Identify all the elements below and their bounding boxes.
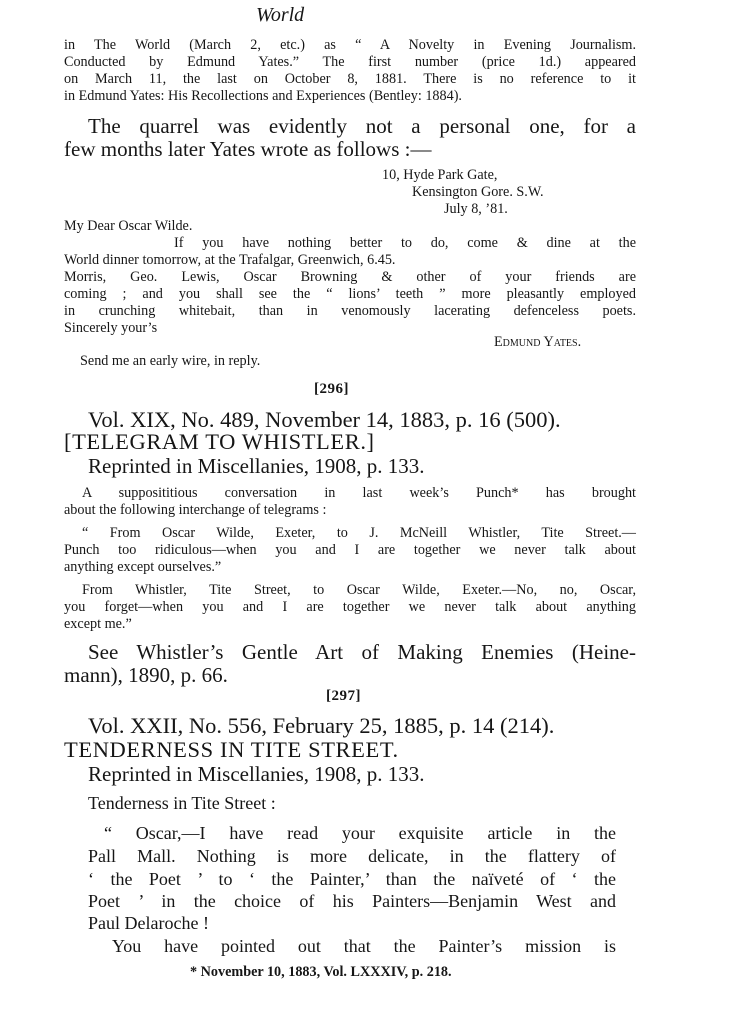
- letter-salutation: My Dear Oscar Wilde.: [64, 218, 193, 234]
- letter-p2-line-1: Morris, Geo. Lewis, Oscar Browning & other of your friends are: [64, 269, 636, 285]
- letter-p1-line-1: If you have nothing better to do, come & dine at the: [174, 235, 636, 251]
- entry-296-body-1-line-2: about the following interchange of telegrams :: [64, 502, 327, 518]
- letter-signature: Edmund Yates.: [494, 334, 582, 350]
- entry-296-title: [TELEGRAM TO WHISTLER.]: [64, 429, 375, 454]
- entry-297-title: TENDERNESS IN TITE STREET.: [64, 737, 399, 762]
- intro-line-4: in Edmund Yates: His Recollections and Experiences (Bentley: 1884).: [64, 88, 462, 104]
- entry-297-text-line-1: “ Oscar,—I have read your exquisite article in the: [104, 823, 616, 843]
- letter-p1-line-2: World dinner tomorrow, at the Trafalgar, Greenwich, 6.45.: [64, 252, 396, 268]
- entry-297-text-line-2: Pall Mall. Nothing is more delicate, in the flattery of: [88, 846, 616, 866]
- entry-297-text-line-3: ‘ the Poet ’ to ‘ the Painter,’ than the naïveté of ‘ the: [88, 869, 616, 889]
- entry-296-body-3-line-2: you forget—when you and I are together we never talk about anything: [64, 599, 636, 615]
- entry-297-text-line-4: Poet ’ in the choice of his Painters—Benjamin West and: [88, 891, 616, 911]
- letter-address-2: Kensington Gore. S.W.: [412, 184, 544, 200]
- intro-line-1: in The World (March 2, etc.) as “ A Novelty in Evening Journalism.: [64, 37, 636, 53]
- letter-address-1: 10, Hyde Park Gate,: [382, 167, 498, 183]
- intro-line-3: on March 11, the last on October 8, 1881. There is no reference to it: [64, 71, 636, 87]
- entry-297-text-line-5: Paul Delaroche !: [88, 913, 209, 933]
- letter-postscript: Send me an early wire, in reply.: [80, 353, 261, 369]
- footnote: * November 10, 1883, Vol. LXXXIV, p. 218.: [190, 964, 452, 980]
- letter-closing: Sincerely your’s: [64, 320, 158, 336]
- entry-296-see-line-2: mann), 1890, p. 66.: [64, 663, 228, 687]
- entry-297-volume: Vol. XXII, No. 556, February 25, 1885, p. 14 (214).: [88, 713, 555, 738]
- entry-296-body-2-line-1: “ From Oscar Wilde, Exeter, to J. McNeill Whistler, Tite Street.—: [82, 525, 636, 541]
- letter-date: July 8, ’81.: [444, 201, 508, 217]
- entry-296-see-line-1: See Whistler’s Gentle Art of Making Enemies (Heine-: [88, 640, 636, 664]
- entry-297-text-line-6: You have pointed out that the Painter’s mission is: [112, 936, 616, 956]
- quarrel-line-1: The quarrel was evidently not a personal one, for a: [88, 114, 636, 138]
- entry-296-body-1-line-1: A supposititious conversation in last week’s Punch* has brought: [82, 485, 636, 501]
- entry-297-subhead: Tenderness in Tite Street :: [88, 793, 276, 813]
- entry-296-body-2-line-2: Punch too ridiculous—when you and I are together we never talk about: [64, 542, 636, 558]
- entry-296-reprint: Reprinted in Miscellanies, 1908, p. 133.: [88, 454, 425, 478]
- entry-296-volume: Vol. XIX, No. 489, November 14, 1883, p. 16 (500).: [88, 407, 561, 432]
- intro-line-2: Conducted by Edmund Yates.” The first number (price 1d.) appeared: [64, 54, 636, 70]
- entry-297-reprint: Reprinted in Miscellanies, 1908, p. 133.: [88, 762, 425, 786]
- entry-number-297: [297]: [326, 688, 361, 704]
- entry-296-body-3-line-1: From Whistler, Tite Street, to Oscar Wilde, Exeter.—No, no, Oscar,: [82, 582, 636, 598]
- running-head: World: [256, 4, 305, 26]
- quarrel-line-2: few months later Yates wrote as follows :—: [64, 137, 432, 161]
- entry-296-body-3-line-3: except me.”: [64, 616, 132, 632]
- entry-number-296: [296]: [314, 381, 349, 397]
- letter-p2-line-2: coming ; and you shall see the “ lions’ teeth ” more pleasantly employed: [64, 286, 636, 302]
- letter-p2-line-3: in crunching whitebait, than in venomously lacerating defenceless poets.: [64, 303, 636, 319]
- entry-296-body-2-line-3: anything except ourselves.”: [64, 559, 222, 575]
